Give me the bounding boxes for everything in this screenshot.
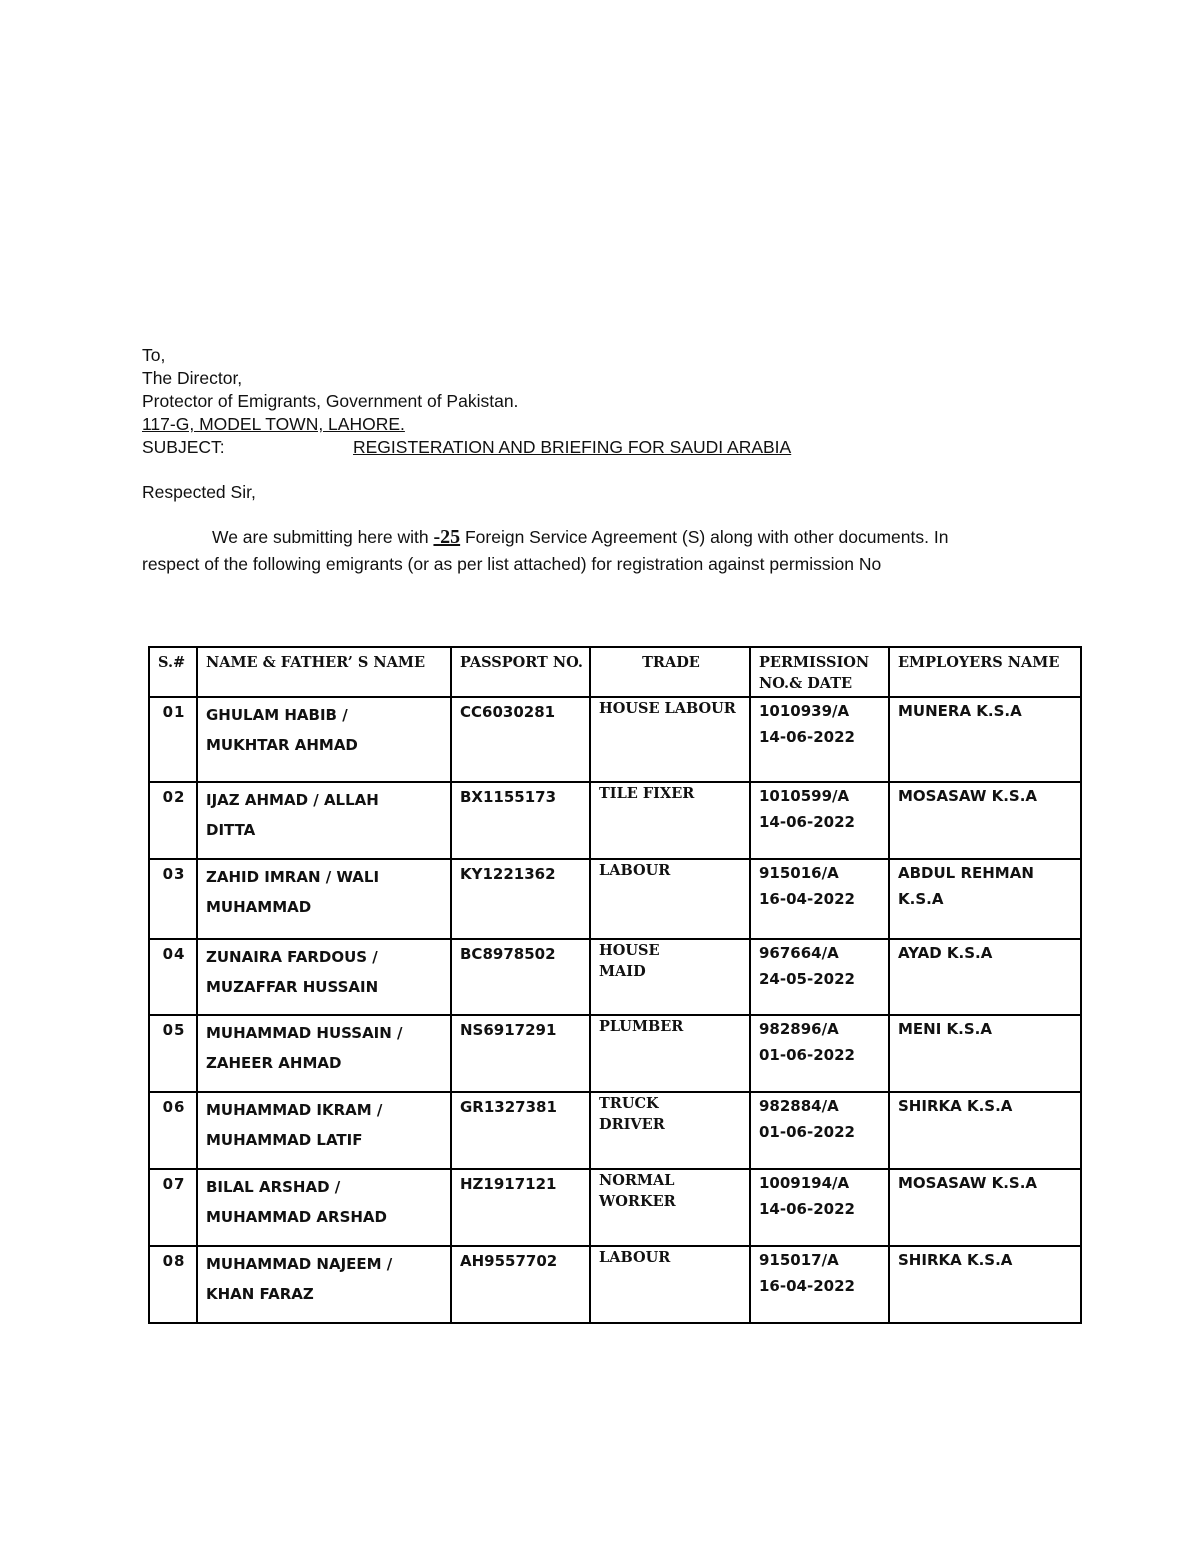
- cell-trade: [590, 1169, 750, 1246]
- employer-text: SHIRKA K.S.A: [898, 1251, 1013, 1269]
- cell-name: [197, 1246, 451, 1323]
- permission-number: 1009194/A: [759, 1174, 850, 1192]
- body-text-line2: respect of the following emigrants (or as per list attached) for registration against permission No: [142, 554, 882, 574]
- cell-trade: [590, 1015, 750, 1092]
- cell-passport: BX1155173: [451, 782, 590, 859]
- cell-trade: [590, 939, 750, 1015]
- cell-passport: CC6030281: [451, 697, 590, 782]
- cell-permission: [750, 697, 889, 782]
- cell-permission: [750, 939, 889, 1015]
- cell-sn: 04: [149, 939, 197, 1015]
- name-line-1: MUHAMMAD IKRAM /: [206, 1101, 383, 1119]
- trade-text: PLUMBER: [599, 1018, 684, 1035]
- table-row: [149, 697, 1081, 782]
- header-permission: PERMISSION NO.& DATE: [750, 647, 889, 697]
- table-header-row: [149, 647, 1081, 697]
- letter-to: To,: [142, 345, 166, 365]
- permission-number: 1010599/A: [759, 787, 850, 805]
- letter-address: 117-G, MODEL TOWN, LAHORE.: [142, 414, 405, 434]
- cell-permission: [750, 782, 889, 859]
- trade-text: NORMAL WORKER: [599, 1172, 676, 1210]
- table-row: [149, 1169, 1081, 1246]
- name-line-1: MUHAMMAD NAJEEM /: [206, 1255, 393, 1273]
- cell-name: [197, 1169, 451, 1246]
- subject-line: [142, 436, 1082, 459]
- letter-body: [142, 344, 1082, 578]
- table-row: [149, 859, 1081, 939]
- cell-employer: [889, 1015, 1081, 1092]
- cell-trade: [590, 1092, 750, 1169]
- cell-trade: [590, 782, 750, 859]
- cell-sn: 07: [149, 1169, 197, 1246]
- trade-text: HOUSE MAID: [599, 942, 660, 980]
- cell-name: [197, 939, 451, 1015]
- cell-employer: [889, 939, 1081, 1015]
- cell-permission: [750, 859, 889, 939]
- name-line-1: BILAL ARSHAD /: [206, 1178, 341, 1196]
- name-line-1: IJAZ AHMAD / ALLAH: [206, 791, 379, 809]
- permission-number: 982896/A: [759, 1020, 839, 1038]
- subject-text: REGISTERATION AND BRIEFING FOR SAUDI ARABIA: [353, 437, 792, 457]
- body-text-line1-end: Foreign Service Agreement (S) along with other documents. In: [460, 527, 949, 547]
- body-text-start: We are submitting here with: [212, 527, 434, 547]
- header-passport: PASSPORT NO.: [451, 647, 590, 697]
- permission-date: 14-06-2022: [759, 728, 855, 746]
- cell-trade: [590, 1246, 750, 1323]
- cell-name: [197, 859, 451, 939]
- body-paragraph: [142, 524, 1082, 578]
- employer-text: AYAD K.S.A: [898, 944, 993, 962]
- header-name: NAME & FATHER’ S NAME: [197, 647, 451, 697]
- permission-number: 1010939/A: [759, 702, 850, 720]
- table-row: [149, 1015, 1081, 1092]
- cell-sn: 01: [149, 697, 197, 782]
- cell-permission: [750, 1015, 889, 1092]
- cell-trade: [590, 697, 750, 782]
- permission-number: 915016/A: [759, 864, 839, 882]
- header-employer: EMPLOYERS NAME: [889, 647, 1081, 697]
- cell-passport: HZ1917121: [451, 1169, 590, 1246]
- name-line-1: ZAHID IMRAN / WALI: [206, 868, 380, 886]
- permission-number: 982884/A: [759, 1097, 839, 1115]
- name-line-2: ZAHEER AHMAD: [206, 1054, 342, 1072]
- cell-permission: [750, 1169, 889, 1246]
- cell-name: [197, 1092, 451, 1169]
- cell-name: [197, 697, 451, 782]
- letter-recipient: The Director,: [142, 368, 243, 388]
- cell-permission: [750, 1246, 889, 1323]
- employer-text: MENI K.S.A: [898, 1020, 992, 1038]
- salutation: Respected Sir,: [142, 482, 256, 502]
- employer-text: ABDUL REHMAN K.S.A: [898, 864, 1034, 908]
- cell-employer: [889, 782, 1081, 859]
- header-trade: TRADE: [590, 647, 750, 697]
- employer-text: SHIRKA K.S.A: [898, 1097, 1013, 1115]
- permission-number: 915017/A: [759, 1251, 839, 1269]
- permission-date: 16-04-2022: [759, 1277, 855, 1295]
- name-line-2: MUHAMMAD: [206, 898, 312, 916]
- cell-employer: [889, 1092, 1081, 1169]
- trade-text: HOUSE LABOUR: [599, 700, 736, 717]
- agreement-count: -25: [433, 526, 461, 548]
- trade-text: LABOUR: [599, 1249, 671, 1266]
- name-line-1: GHULAM HABIB /: [206, 706, 348, 724]
- table-row: [149, 1092, 1081, 1169]
- employer-text: MOSASAW K.S.A: [898, 787, 1038, 805]
- name-line-2: MUKHTAR AHMAD: [206, 736, 358, 754]
- name-line-2: MUHAMMAD ARSHAD: [206, 1208, 387, 1226]
- cell-passport: NS6917291: [451, 1015, 590, 1092]
- subject-label: SUBJECT:: [142, 437, 225, 457]
- name-line-2: MUZAFFAR HUSSAIN: [206, 978, 379, 996]
- cell-passport: BC8978502: [451, 939, 590, 1015]
- name-line-2: MUHAMMAD LATIF: [206, 1131, 363, 1149]
- trade-text: TRUCK DRIVER: [599, 1095, 665, 1133]
- cell-passport: GR1327381: [451, 1092, 590, 1169]
- cell-sn: 05: [149, 1015, 197, 1092]
- cell-trade: [590, 859, 750, 939]
- cell-passport: KY1221362: [451, 859, 590, 939]
- cell-sn: 06: [149, 1092, 197, 1169]
- letter-office: Protector of Emigrants, Government of Pakistan.: [142, 391, 519, 411]
- employer-text: MUNERA K.S.A: [898, 702, 1022, 720]
- cell-sn: 02: [149, 782, 197, 859]
- cell-permission: [750, 1092, 889, 1169]
- name-line-1: ZUNAIRA FARDOUS /: [206, 948, 378, 966]
- employer-text: MOSASAW K.S.A: [898, 1174, 1038, 1192]
- cell-name: [197, 1015, 451, 1092]
- table-row: [149, 782, 1081, 859]
- table-row: [149, 939, 1081, 1015]
- table-row: [149, 1246, 1081, 1323]
- permission-date: 24-05-2022: [759, 970, 855, 988]
- header-sn: S.#: [149, 647, 197, 697]
- name-line-2: KHAN FARAZ: [206, 1285, 314, 1303]
- name-line-1: MUHAMMAD HUSSAIN /: [206, 1024, 403, 1042]
- cell-employer: [889, 859, 1081, 939]
- permission-date: 01-06-2022: [759, 1046, 855, 1064]
- permission-date: 14-06-2022: [759, 813, 855, 831]
- emigrants-table: [148, 646, 1082, 1324]
- cell-employer: [889, 1246, 1081, 1323]
- cell-sn: 08: [149, 1246, 197, 1323]
- cell-employer: [889, 697, 1081, 782]
- cell-passport: AH9557702: [451, 1246, 590, 1323]
- permission-number: 967664/A: [759, 944, 839, 962]
- trade-text: TILE FIXER: [599, 785, 695, 802]
- trade-text: LABOUR: [599, 862, 671, 879]
- permission-date: 14-06-2022: [759, 1200, 855, 1218]
- cell-name: [197, 782, 451, 859]
- permission-date: 01-06-2022: [759, 1123, 855, 1141]
- cell-sn: 03: [149, 859, 197, 939]
- permission-date: 16-04-2022: [759, 890, 855, 908]
- name-line-2: DITTA: [206, 821, 256, 839]
- cell-employer: [889, 1169, 1081, 1246]
